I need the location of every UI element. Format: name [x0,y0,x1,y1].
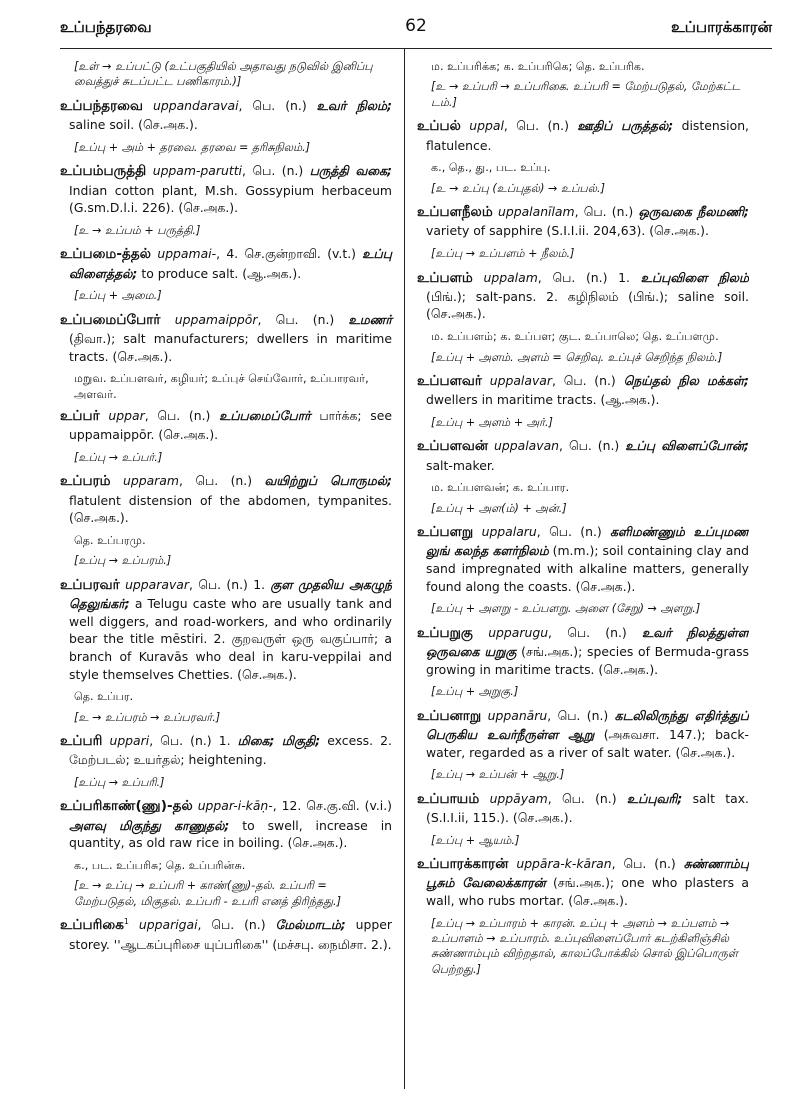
right-column [405,49,749,1089]
transliteration: upparugu [488,624,549,640]
transliteration: uppalavan [494,438,560,454]
dictionary-entry [417,372,749,409]
headword: உப்பளவன் [417,438,489,455]
headword: உப்பந்தரவை [60,97,144,114]
transliteration: uppāyam [489,790,548,806]
dictionary-entry [60,472,392,527]
cognate-line: மறுவ. உப்பளவர், கழியர்; உப்புச் செய்வோர், உப்பாரவர், அளவர். [74,372,369,401]
right-guide-word: உப்பாரக்காரன் [671,18,772,36]
grammar-info: , 4. செ.குன்றாவி. (v.t.) [216,246,363,262]
headword: உப்பரவர் [60,576,120,593]
grammar-info: , பெ. (n.) [611,856,684,871]
transliteration: uppamaippōr [174,311,258,327]
grammar-info: , பெ. (n.) [238,97,317,113]
grammar-info: , பெ. (n.) 1. [537,269,641,285]
dictionary-entry [60,732,392,769]
cognate-line: க., தெ., து., பட. உப்பு. [431,161,551,175]
dictionary-entry [60,916,392,953]
tamil-definition: உப்பமைப்போர் [219,408,311,424]
etymology-note: [உப்பு + ஆயம்.] [431,833,520,847]
dictionary-entry [417,707,749,762]
headword: உப்பல் [417,118,461,135]
dictionary-entry [417,523,749,595]
etymology-note: [உப்பு + அறுகு.] [431,685,519,699]
tamil-definition: உப்புவரி; [626,790,683,806]
tamil-definition: கடலிலிருந்து எதிர்த்துப் பெருகிய உவர்நீருள்ள ஆறு [426,707,749,742]
grammar-info: , பெ. (n.) 1. [188,576,271,592]
grammar-info: , பெ. (n.) [178,473,265,489]
cognate-line: க., பட. உப்பரிசு; தெ. உப்பரின்சு. [74,858,246,872]
transliteration: uppar-i-kāṇ- [197,798,273,814]
headword: உப்பனாறு [417,707,482,724]
etymology-note: [உப்பு → உப்பன் + ஆறு.] [431,768,565,782]
etymology-note: [உ → உப்பரி → உப்பரிகை. உப்பரி = மேற்படுதல், மேற்கட்ட டம்.] [431,80,741,109]
transliteration: uppandaravai [153,97,239,113]
grammar-info: , பெ. (n.) [547,790,627,806]
tamil-definition: அளவு மிகுந்து காணுதல்; [69,817,230,833]
dictionary-entry [417,790,749,827]
english-definition: excess. 2. மேற்படல்; உயர்தல்; heightening. [69,733,392,768]
headword: உப்பமைப்போர் [60,311,161,328]
page-number: 62 [405,16,427,36]
etymology-note: [உப்பு + அம் + தரவை. தரவை = தரிசுநிலம்.] [74,140,311,154]
transliteration: uppalam [483,269,538,285]
dictionary-entry [417,269,749,324]
english-definition: a Telugu caste who are usually tank and well diggers, and road-workers, and who ordinarily bear the title mēstiri. 2. குறவருள் ஒரு வகுப்பார்; a branch of Kuravās who deal in karu-veppilai and style themselves Chetties. (செ.அக.). [69,596,392,682]
two-column-body [60,49,772,1089]
headword: உப்பரிகை [60,917,124,934]
headword: உப்பர் [60,408,100,425]
cognate-line: ம. உப்பளவன்; க. உப்பார. [431,481,570,495]
transliteration: uppāra-k-kāran [516,856,612,871]
tamil-definition: உமணர் [348,311,392,327]
tamil-definition: உவர் நிலத்துள்ள ஒருவகை யறுகு [426,624,749,659]
etymology-note: [உப்பு → உப்பளம் + நீலம்.] [431,247,575,261]
tamil-definition: உப்பு விளைத்தல்; [69,246,392,281]
grammar-info: , பெ. (n.) [257,311,349,327]
etymology-note: [உள் → உப்பட்டு (உட்பகுதியில் அதாவது நடுவில் இனிப்பு வைத்துச் சுடப்பட்ட பணிகாரம்.)] [74,60,373,89]
english-definition: salt-maker. [426,457,495,473]
dictionary-entry [60,576,392,683]
headword: உப்பறுகு [417,624,473,641]
english-definition: saline soil. (செ.அக.). [69,117,198,133]
english-definition: variety of sapphire (S.I.I.ii. 204,63). (செ.அக.). [426,223,709,239]
tamil-definition: சுண்ணாம்பு பூசும் வேலைக்காரன் [426,856,749,891]
headword: உப்பரம் [60,473,111,490]
dictionary-entry [417,437,749,474]
grammar-info: , பெ. (n.) [503,118,578,134]
grammar-info: , பெ. (n.) [574,204,639,220]
transliteration: uppalaru [481,524,537,540]
dictionary-entry [60,311,392,366]
english-definition: (சங்.அக.); species of Bermuda-grass growing in maritime tracts. (செ.அக.). [426,644,749,677]
left-column [60,49,404,1089]
english-definition: to produce salt. (ஆ.அக.). [137,265,302,281]
dictionary-entry [417,855,749,910]
grammar-info: , பெ. (n.) [536,524,611,540]
tamil-definition: உப்பு விளைப்போன்; [625,438,749,454]
etymology-note: [உப்பு → உப்பர்.] [74,450,163,464]
grammar-info: , பெ. (n.) [144,408,220,424]
transliteration: uppanāru [487,707,548,723]
etymology-note: [உப்பு + அளறு - உப்பளறு. அளை (சேறு) → அளறு.] [431,602,701,616]
grammar-info: , பெ. (n.) [559,438,626,454]
headword: உப்பரி [60,733,103,750]
dictionary-entry [417,117,749,154]
headword: உப்பரிகாண்(ணு)-தல் [60,798,193,815]
left-guide-word: உப்பந்தரவை [60,18,152,36]
english-definition: to swell, increase in quantity, as old raw rice in boiling. (செ.அக.). [69,817,392,851]
headword: உப்பளவர் [417,372,482,389]
dictionary-entry [417,624,749,679]
transliteration: uppalanīlam [497,204,575,220]
grammar-info: , பெ. (n.) [547,707,615,723]
etymology-note: [உப்பு + அள(ம்) + அன்.] [431,501,567,515]
etymology-note: [உ → உப்பரம் → உப்பரவர்.] [74,710,221,724]
tamil-definition: பருத்தி வகை; [309,163,392,179]
headword: உப்பளறு [417,524,474,541]
cognate-line: ம. உப்பளம்; க. உப்பள; குட. உப்பாலெ; தெ. உப்பளமு. [431,330,719,344]
transliteration: uppal [469,118,504,134]
page-header [60,0,772,49]
cognate-line: தெ. உப்பரமு. [74,533,146,547]
tamil-definition: வயிற்றுப் பொருமல்; [264,473,392,489]
etymology-note: [உ → உப்பு (உப்புதல்) → உப்பல்.] [431,181,605,195]
tamil-definition: மிகை; மிகுதி; [237,733,321,749]
grammar-info: , பெ. (n.) [197,917,276,933]
english-definition: பார்க்க; see uppamaippōr. (செ.அக.). [69,408,392,443]
english-definition: (சங்.அக.); one who plasters a wall, who rubs mortar. (செ.அக.). [426,875,749,908]
grammar-info: , பெ. (n.) [548,624,643,640]
etymology-note: [உ → உப்பு → உப்பரி + காண்(ணு)-தல். உப்பரி = மேற்படுதல், மிகுதல். உப்பரி - உபரி எனத் திரிந்தது.] [74,879,341,908]
tamil-definition: ஊதிப் பருத்தல்; [577,118,674,134]
dictionary-entry [60,245,392,282]
english-definition: salt tax. (S.I.I.ii, 115.). (செ.அக.). [426,790,749,825]
grammar-info: , பெ. (n.) [551,372,624,388]
transliteration: upparavar [125,576,189,592]
english-definition: upper storey. ''ஆடகப்புரிசை யுப்பரிகை'' (மச்சபு. நைமிசா. 2.). [69,917,392,952]
transliteration: upparam [123,473,179,489]
cognate-line: தெ. உப்பர. [74,690,134,704]
homonym-number: 1 [123,917,130,927]
english-definition: (பிங்.); salt-pans. 2. கழிநிலம் (பிங்.); saline soil. (செ.அக.). [426,288,749,322]
dictionary-entry [60,97,392,134]
transliteration: upparigai [138,917,198,933]
tamil-definition: உப்புவிளை நிலம் [640,269,749,285]
dictionary-entry [60,162,392,217]
dictionary-entry [60,407,392,444]
transliteration: uppamai- [157,246,217,262]
etymology-note: [உப்பு + அளம். அளம் = செறிவு. உப்புச் செறிந்த நிலம்.] [431,350,723,364]
english-definition: (அசுவசா. 147.); back-water, regarded as a river of salt water. (செ.அக.). [426,726,749,760]
english-definition: flatulent distension of the abdomen, tympanites. (செ.அக.). [69,492,392,526]
transliteration: uppam-parutti [152,163,243,179]
english-definition: (திவா.); salt manufacturers; dwellers in maritime tracts. (செ.அக.). [69,330,392,364]
cognate-line: ம. உப்பரிக்க; க. உப்பரிகெ; தெ. உப்பரிக. [431,60,645,73]
dictionary-entry [417,203,749,240]
english-definition: (m.m.); soil containing clay and sand impregnated with alkaline matters, generally found along the coasts. (செ.அக.). [426,543,749,594]
etymology-note: [உப்பு → உப்பாரம் + காரன். உப்பு + அளம் → உப்பளம் → உப்பாளம் → உப்பாரம். உப்புவிளைப்போர் கடற்கிளிஞ்சில் சுண்ணாம்பும் விற்றதால், காலப்போக்கில் சொல் இப்பொருள் பெற்றது.] [431,916,739,976]
headword: உப்பளநீலம் [417,204,493,221]
tamil-definition: ஒருவகை நீலமணி; [638,204,749,220]
etymology-note: [உப்பு → உப்பரி.] [74,775,165,789]
etymology-note: [உப்பு + அமை.] [74,289,162,303]
dictionary-entry [60,797,392,852]
etymology-note: [உ → உப்பம் + பருத்தி.] [74,223,201,237]
english-definition: dwellers in maritime tracts. (ஆ.அக.). [426,392,660,408]
english-definition: Indian cotton plant, M.sh. Gossypium herbaceum (G.sm.D.l.i. 226). (செ.அக.). [69,182,392,216]
transliteration: uppari [109,733,150,749]
transliteration: uppar [108,408,145,424]
etymology-note: [உப்பு + அளம் + அர்.] [431,415,553,429]
headword: உப்பம்பருத்தி [60,163,147,180]
grammar-info: , 12. செ.கு.வி. (v.i.) [272,798,392,814]
headword: உப்பமை-த்தல் [60,246,152,263]
transliteration: uppalavar [489,372,552,388]
headword: உப்பாயம் [417,790,480,807]
etymology-note: [உப்பு → உப்பரம்.] [74,554,172,568]
grammar-info: , பெ. (n.) 1. [149,733,238,749]
english-definition: distension, flatulence. [426,118,749,153]
headword: உப்பாரக்காரன் [417,856,509,872]
tamil-definition: மேல்மாடம்; [275,917,346,933]
tamil-definition: களிமண்ணும் உப்புமண லுங் கலந்த களர்நிலம் [426,524,749,559]
grammar-info: , பெ. (n.) [242,163,310,179]
tamil-definition: உவர் நிலம்; [316,97,392,113]
tamil-definition: குள முதலிய அகழுந் தெலுங்கர்; [69,576,392,612]
tamil-definition: நெய்தல் நில மக்கள்; [623,372,749,388]
headword: உப்பளம் [417,269,473,286]
